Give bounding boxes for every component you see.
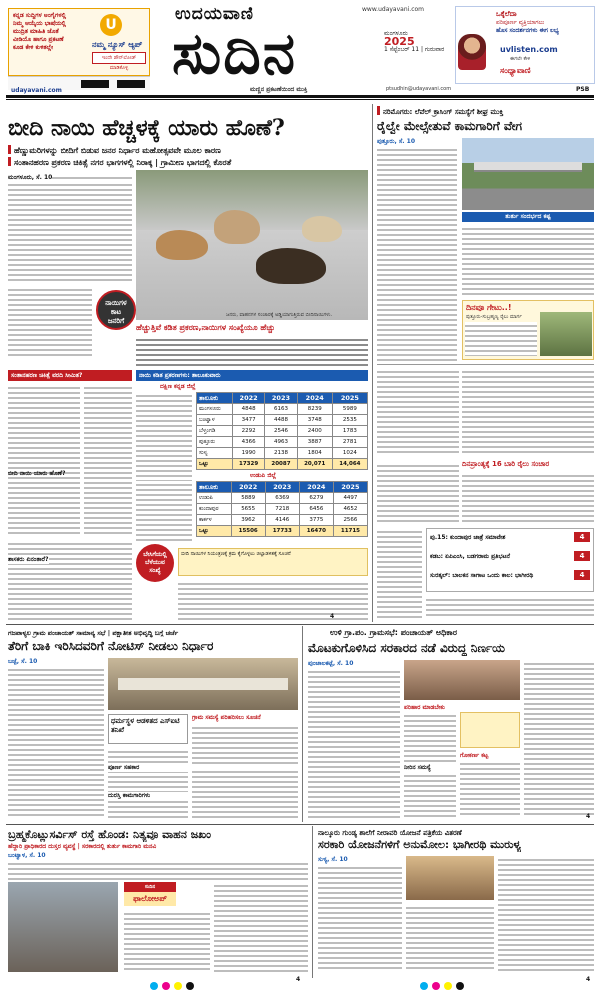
- badge-line: ನಾಯಿಗಳ: [105, 299, 127, 307]
- bottomleft-body: [214, 882, 308, 972]
- midleft-crosshead: ಗ್ರಾಮ ಸಮಸ್ಯೆ ಪರಿಹರಿಸಲು ಸೂಚನೆ: [192, 714, 261, 721]
- table-cell: 20087: [265, 459, 297, 470]
- table-total-row: [197, 526, 368, 537]
- table-cell: 15506: [231, 526, 265, 537]
- table-caption: ಉಡುಪಿ ಜಿಲ್ಲೆ: [250, 472, 277, 479]
- table-caption: ದಕ್ಷಿಣ ಕನ್ನಡ ಜಿಲ್ಲೆ: [160, 383, 196, 390]
- bottomleft-dateline: ಬಂಟ್ವಾಳ, ಸೆ. 10: [8, 852, 46, 859]
- header-cell: ತಾಲೂಕು: [197, 393, 233, 404]
- right-body: [426, 596, 594, 618]
- midleft-headline[interactable]: ತೆರಿಗೆ ಬಾಕಿ ಇರಿಸಿದವರಿಗೆ ನೋಟಿಸ್ ನೀಡಲು ನಿರ್ಧಾರ: [8, 639, 214, 653]
- promo-brand: udayavani.com: [11, 87, 62, 94]
- table-cell: 3887: [297, 437, 332, 448]
- promo-line: ನಿಮ್ಮ ಆಯ್ಕೆಯ ಭಾಷೆಯಲ್ಲಿ: [13, 20, 66, 27]
- dog-figure: [256, 248, 326, 284]
- table-row: [197, 404, 368, 415]
- bottomright-kicker: ನಾಲ್ಕೂರು ಗುಂಡ್ಯ ಶಾಲೆಗೆ ನೀರಾವರಿ ಯೋಜನೆ ಪತ್ರಿಕೆಯ ವಿತರಣೆ: [318, 829, 462, 837]
- table-cell: 2546: [265, 426, 297, 437]
- table-cell: 11715: [333, 526, 367, 537]
- table-cell: 3962: [231, 515, 265, 526]
- table-cell: 4963: [265, 437, 297, 448]
- table-cell: 6456: [299, 504, 333, 515]
- table-row: [197, 493, 368, 504]
- red-badge: [136, 544, 174, 582]
- school-photo[interactable]: [406, 856, 494, 900]
- header-cell: 2022: [232, 393, 264, 404]
- play-store-icon[interactable]: [81, 80, 109, 88]
- app-store-icon[interactable]: [117, 80, 145, 88]
- bottomright-headline[interactable]: ಸರಕಾರಿ ಯೋಜನೆಗಳಿಗೆ ಅನುಮೋಲ: ಭಾಗೀರಥಿ ಮುರುಳ್ಯ: [318, 838, 521, 851]
- dog-figure: [214, 210, 260, 244]
- midright-body: [524, 660, 594, 818]
- table-cell: 8239: [297, 404, 332, 415]
- table-row: [197, 504, 368, 515]
- table-cell: 2022: [231, 482, 265, 493]
- right-body: [462, 472, 594, 524]
- year: 2025: [384, 35, 415, 48]
- table-cell: 2138: [265, 448, 297, 459]
- registration-mark: [420, 982, 428, 990]
- page-mark: 4: [296, 976, 301, 983]
- website-link[interactable]: www.udayavani.com: [362, 6, 425, 13]
- promo-line: ಕನ್ನಡ ಸುದ್ದಿಗಳ ಅಂಗೈಗಳಲ್ಲಿ: [13, 12, 67, 19]
- promo-app-name: ನಮ್ಮ ನ್ಯೂಸ್ ಆ್ಯಪ್: [92, 40, 143, 49]
- table-cell: 6279: [299, 493, 333, 504]
- midleft-body: [108, 748, 188, 818]
- table-row: [197, 437, 368, 448]
- section-rule: [6, 824, 594, 825]
- page-mark: 4: [586, 813, 591, 820]
- kicker-text: ಸಂತಾನಹರಣ ಪ್ರಕರಣ ಚಿಕಿತ್ಸೆ ನಗರ ಭಾಗಗಳಲ್ಲಿ ನಿರಾಕ್ಕ | ಗ್ರಾಮೀಣ ಭಾಗದಲ್ಲಿ ಕೊರತೆ: [14, 158, 232, 167]
- bottomright-body: [498, 856, 594, 972]
- table-cell: ಉಡುಪಿ: [197, 493, 232, 504]
- badge-line: ಸಂಖ್ಯೆ: [149, 567, 161, 574]
- sidebar-body: [465, 322, 537, 356]
- table-cell: 1783: [332, 426, 367, 437]
- midleft-crosshead: ದುರಸ್ತಿ ಕಾಮಗಾರಿಗಳು: [108, 792, 188, 800]
- table-cell: ಸುಳ್ಯ: [197, 448, 233, 459]
- table-cell: 6163: [265, 404, 297, 415]
- table-total-row: [197, 459, 368, 470]
- table-cell: 2025: [333, 482, 367, 493]
- tagline: ಮಣ್ಣಿನ ಪ್ರಕಟಣೆಯಿಂದ ಮುಕ್ತಿ: [250, 86, 308, 93]
- overbridge-photo[interactable]: [462, 138, 594, 210]
- kicker-bar: [8, 157, 11, 166]
- date-box: [384, 30, 450, 86]
- lead-headline[interactable]: ಬೀದಿ ನಾಯಿ ಹೆಚ್ಚಳಕ್ಕೆ ಯಾರು ಹೊಣೆ?: [8, 115, 285, 141]
- index-item[interactable]: ಸುರತ್ಕಲ್: ಬಾಲಕನ ಸಾಗಾಟ ಒಂದು ಕಾಲ: ಭಾಗೀರಥಿ: [430, 572, 534, 579]
- lead-body: [8, 181, 132, 281]
- midleft-body: [192, 724, 298, 764]
- promo-line: ಮುದ್ರಿತ ಮಾಹಿತಿ ಜೊತೆ: [13, 28, 59, 35]
- table-cell: 3477: [232, 415, 264, 426]
- lead-kicker: [8, 145, 368, 156]
- right-body: [377, 462, 459, 524]
- table-cell: 16470: [299, 526, 333, 537]
- sidebar-photo[interactable]: [540, 312, 592, 356]
- registration-mark: [162, 982, 170, 990]
- sidebar-sub: ಪುತ್ತೂರು-ಸುಬ್ರಹ್ಮಣ್ಯ ರೈಲು ಮಾರ್ಗ: [466, 314, 522, 320]
- section-rule: [6, 624, 594, 625]
- table-cell: 4652: [333, 504, 367, 515]
- table-cell: 1024: [332, 448, 367, 459]
- lead-body: [8, 286, 92, 356]
- edition: ಮಂಗಳೂರು: [384, 30, 408, 37]
- promo-right-line: ಒಕ್ಕೆಲೆದಾ: [496, 10, 517, 18]
- lead-body: [8, 384, 80, 534]
- table-cell: 1990: [232, 448, 264, 459]
- index-arrow-icon[interactable]: 4: [574, 551, 590, 561]
- right-body: [377, 146, 457, 361]
- photo-caption: ಜನರು, ವಾಹನಗಳ ಸಂಚಾರಕ್ಕೆ ಅಡ್ಡಿಯಾಗುತ್ತಿರುವ ಬೀದಿನಾಯಿಗಳು.: [226, 312, 333, 318]
- column-rule: [372, 104, 373, 622]
- meeting-table: [118, 678, 288, 690]
- paper-name: ಉದಯವಾಣಿ: [175, 4, 254, 24]
- sidebar-title: ದಿನವೂ ಗೇಟು..!: [466, 303, 512, 312]
- table-cell: 2400: [297, 426, 332, 437]
- lead-badge: [96, 290, 136, 330]
- promo-brand-bar[interactable]: [8, 76, 150, 94]
- dog-figure: [302, 216, 342, 242]
- bottomleft-body: [124, 910, 210, 972]
- table-cell: ಕುಂದಾಪುರ: [197, 504, 232, 515]
- lead-photo[interactable]: [136, 170, 368, 320]
- midleft-body: [192, 768, 298, 818]
- table-cell: 3775: [299, 515, 333, 526]
- lead-body: [8, 540, 132, 620]
- table-row: [197, 515, 368, 526]
- table-cell: 2566: [333, 515, 367, 526]
- badge-line: ಜನರಿಗೆ: [107, 317, 125, 325]
- registration-mark: [444, 982, 452, 990]
- badge-line: ಕಾಟ: [110, 308, 122, 316]
- masthead-rule: [6, 99, 594, 100]
- table-cell: ಬೆಳ್ತಂಗಡಿ: [197, 426, 233, 437]
- midright-body: [308, 668, 400, 818]
- right-kicker: [377, 106, 594, 117]
- table-cell: 4497: [333, 493, 367, 504]
- right-headline[interactable]: ರೈಲ್ವೇ ಮೇಲ್ಸೇತುವೆ ಕಾಮಗಾರಿಗೆ ವೇಗ: [377, 119, 523, 133]
- table-cell: 6369: [265, 493, 299, 504]
- email[interactable]: ptsudhin@udayavani.com: [386, 86, 452, 92]
- lead-body: [84, 384, 132, 534]
- column-rule: [302, 626, 303, 822]
- midright-kicker: ಉಳಿ ಗ್ರಾ.ಪಂ. ಗ್ರಾಮಸಭೆ: ಪಂಚಾಯತ್ ಅಧಿಕಾರ: [330, 628, 457, 637]
- table-cell: 7218: [265, 504, 299, 515]
- table-cell: 5889: [231, 493, 265, 504]
- followup-tag: ಫಾಲೋಅಪ್: [124, 892, 176, 906]
- date: 1 ಸೆಪ್ಟೆಂಬರ್ 11 | ಗುರುವಾರ: [384, 46, 445, 53]
- index-item[interactable]: ಕಡಬ: ಏಪಿಎಂಸಿ, ಬಡಗರಾಮ ಪ್ರತಿಭಟನೆ: [430, 553, 510, 560]
- table-cell: 14,064: [332, 459, 367, 470]
- lead-kicker: [8, 157, 368, 168]
- table-cell: 2535: [332, 415, 367, 426]
- lead-dateline: ಮಂಗಳೂರು, ಸೆ. 10: [8, 174, 53, 181]
- masthead-rule: [6, 95, 594, 98]
- table-cell: 4366: [232, 437, 264, 448]
- right-body: [377, 368, 459, 456]
- psb-mark: PSB: [576, 86, 590, 93]
- udayavani-logo-icon: U: [100, 14, 122, 36]
- right-body: [462, 368, 594, 456]
- kicker-text: ನರಿಮೊಗರು: ಲೆವೆಲ್ ಕ್ರಾಸಿಂಗ್ ಸಮಸ್ಯೆಗೆ ಶೀಘ್ರ ಮುಕ್ತಿ: [383, 108, 504, 116]
- registration-mark: [174, 982, 182, 990]
- index-arrow-icon[interactable]: 4: [574, 532, 590, 542]
- table-cell: ಕಾರ್ಕಳ: [197, 515, 232, 526]
- table-cell: 1804: [297, 448, 332, 459]
- header-cell: 2025: [332, 393, 367, 404]
- bottomleft-headline[interactable]: ಬ್ರಹ್ಮಕೊಟ್ಲುಸರ್ವಿಸ್ ರಸ್ತೆ ಹೊಂಡ: ನಿತ್ಯವೂ ವಾಹನ ಜಖಂ: [8, 828, 211, 841]
- lead-body: [52, 174, 132, 180]
- midleft-body: [8, 666, 104, 818]
- page-mark: 4: [586, 976, 591, 983]
- midright-side-box: [460, 712, 520, 748]
- registration-mark: [150, 982, 158, 990]
- crosshead: ಬೀದಿ ನಾಯಿ ಯಾರು ಹೊಣೆ?: [8, 470, 66, 477]
- midleft-kicker: ಗಜಪಾಳ್ಯಲ ಗ್ರಾಮ ಪಂಚಾಯತ್ ಸಾಮಾನ್ಯ ಸಭೆ | ಪಕ್ಷಾತೀತ ಅಭಿವೃದ್ಧಿ ಬಗ್ಗೆ ಚರ್ಚೆ: [8, 629, 179, 637]
- footnote-box: ಬೀದಿ ನಾಯಿಗಳ ನಿಯಂತ್ರಣಕ್ಕೆ ಕ್ರಮ ಕೈಗೊಳ್ಳಲು ಜಿಲ್ಲಾಡಳಿತಕ್ಕೆ ಸೂಚನೆ: [178, 548, 368, 576]
- midleft-crosshead: ಪೂರ್ಣ ಸಹಕಾರ: [108, 764, 188, 772]
- midright-body: [460, 760, 520, 818]
- kicker-bar: [377, 106, 380, 115]
- crosshead: ಶಾಸಕರು ಏನಂತಾರೆ?: [8, 556, 49, 563]
- badge-line: ಬೆಳೆಯುವ: [145, 559, 165, 566]
- table-cell: ಒಟ್ಟು: [197, 459, 233, 470]
- promo-right-show: ಸಂಧ್ಯಾವಾಣಿ: [500, 66, 531, 75]
- bottomleft-sub: ಹೆದ್ದಾರಿ ಪ್ರಾಧಿಕಾರದ ದುಸ್ತರ ವ್ಯವಸ್ಥೆ | ಸರಕಾರದಲ್ಲಿ ತುರ್ತು ಕಾಮಗಾರಿ ಮನವಿ: [8, 843, 157, 850]
- bottomright-body: [318, 864, 402, 972]
- header-cell: 2023: [265, 393, 297, 404]
- bottomright-body: [406, 904, 494, 972]
- table-cell: 2781: [332, 437, 367, 448]
- table-header: [197, 482, 368, 493]
- table-cell: 17733: [265, 526, 299, 537]
- midright-crosshead: ನೀರಿನ ಸಮಸ್ಯೆ: [404, 764, 456, 772]
- registration-mark: [186, 982, 194, 990]
- table-cell: ಒಟ್ಟು: [197, 526, 232, 537]
- bottomleft-body: [8, 860, 308, 880]
- table-cell: ಪುತ್ತೂರು: [197, 437, 233, 448]
- road-photo[interactable]: [8, 882, 118, 972]
- uvlisten-brand[interactable]: uvlisten.com: [500, 45, 558, 54]
- midright-dateline: ಪುಂಜಾಲಕಟ್ಟೆ, ಸೆ. 10: [308, 660, 354, 667]
- inside-head: ದಿನಪ್ರಾಂತ್ಯಕ್ಕೆ 16 ಬಾರಿ ರೈಲು ಸಂಚಾರ: [462, 460, 550, 468]
- table-cell: 17329: [232, 459, 264, 470]
- table-cell: 3748: [297, 415, 332, 426]
- table-cell: 5655: [231, 504, 265, 515]
- table-cell: 4848: [232, 404, 264, 415]
- kicker-text: ಹೆಣ್ಣುಮರಿಗಳನ್ನು ಬೀದಿಗೆ ಬಿಡುವ ಜನರ ನಿರ್ಧಾರ ಮಹೋತ್ಸವವೇ ಮೂಲ ಕಾರಣ: [14, 146, 221, 155]
- promo-line: ಕೂಡ ಕೇಳಿ ಕುಳಿತಲ್ಲೇ: [13, 44, 54, 51]
- right-box-body: [462, 225, 594, 295]
- meeting-photo[interactable]: [108, 658, 298, 710]
- table-cell: 2023: [265, 482, 299, 493]
- presenter-photo: [458, 34, 486, 70]
- table-cell: 4146: [265, 515, 299, 526]
- midleft-box: ಧರ್ಮಸ್ಥಳ ಆಡಳಿತದ ಎಸ್‌ಐಟಿ ತನಿಖೆ: [108, 714, 188, 744]
- followup-tag-top: ಸುದಿನ: [124, 882, 176, 892]
- bite-table-udupi: [196, 481, 368, 537]
- bottomright-dateline: ಸುಳ್ಯ, ಸೆ. 10: [318, 856, 348, 863]
- table-label: ನಾಯಿ ಕಡಿತ ಪ್ರಕರಣಗಳು: ತಾಲೂಕುವಾರು: [136, 370, 368, 381]
- midright-crosshead: ಗೋಕರ್ಣ ಕಟ್ಟ: [460, 752, 489, 759]
- dog-figure: [156, 230, 208, 260]
- subhead-body: [136, 336, 368, 366]
- table-cell: 4488: [265, 415, 297, 426]
- promo-right-line: ಹೊಸ ಸಂದರ್ಶನಗಳು ಈಗ ಲಭ್ಯ: [496, 27, 559, 34]
- midright-headline[interactable]: ಮೊಟಕುಗೊಳಿಸಿದ ಸರಕಾರದ ನಡೆ ವಿರುದ್ಧ ನಿರ್ಣಯ: [308, 641, 506, 655]
- lead-body: [178, 580, 368, 620]
- midleft-dateline: ಬಜ್ಪೆ, ಸೆ. 10: [8, 658, 38, 665]
- registration-mark: [456, 982, 464, 990]
- page-title: ಸುದಿನ: [172, 19, 297, 87]
- index-arrow-icon[interactable]: 4: [574, 570, 590, 580]
- divider: [377, 364, 594, 365]
- table-header: [197, 393, 368, 404]
- table-row: [197, 448, 368, 459]
- table-cell: 20,071: [297, 459, 332, 470]
- header-cell: 2024: [297, 393, 332, 404]
- midright-crosshead: ಪರಿಹಾರ ಮಾಡಬೇಕು: [404, 704, 445, 711]
- page-mark: 4: [330, 613, 335, 620]
- right-body: [377, 528, 422, 618]
- box-label: ತುರ್ತು ಸಂದರ್ಭದ ಕಷ್ಟ: [462, 212, 594, 222]
- bridge-shape: [474, 162, 582, 172]
- column-rule: [312, 826, 313, 978]
- table-cell: 5989: [332, 404, 367, 415]
- table-cell: ತಾಲೂಕು: [197, 482, 232, 493]
- promo-right-line: ಪರಿಪೂರ್ಣ ವ್ಯಕ್ತಿಯಾಗಲು: [496, 19, 545, 26]
- table-cell: ಮಂಗಳೂರು: [197, 404, 233, 415]
- table-side-text: [136, 481, 192, 541]
- label-left: ಸಂತಾನಹರಣ ಚಿಕಿತ್ಸೆ ವರದಿ ಸೀಮಿತ?: [8, 370, 132, 381]
- right-dateline: ಪುತ್ತೂರು, ಸೆ. 10: [377, 138, 415, 145]
- table-row: [197, 415, 368, 426]
- table-side-text: [136, 392, 192, 482]
- promo-line: ವೀಡಿಯೊ ಹಾಗೂ ಪ್ರಕಟಣೆ: [13, 36, 64, 43]
- bite-table-dk: [196, 392, 368, 470]
- promo-cta[interactable]: ಇಂದೇ ಡೌನ್‌ಲೋಡ್ ಮಾಡಿಕೊಳ್ಳಿ: [92, 52, 146, 64]
- table-cell: ಬಂಟ್ವಾಳ: [197, 415, 233, 426]
- lead-subhead: ಹೆಚ್ಚುತ್ತಿವೆ ಕಡಿತ ಪ್ರಕರಣ,ನಾಯಿಗಳ ಸಂಖ್ಯೆಯೂ ಹೆಚ್ಚು: [136, 323, 368, 335]
- promo-right-sub: ಈಗಲೇ ಕೇಳಿ: [510, 56, 531, 62]
- kicker-bar: [8, 145, 11, 154]
- index-item[interactable]: ಪು.15: ಕುಂದಾಪುರ ಜಾತ್ರೆ ಸಮಾವೇಶ: [430, 534, 506, 541]
- gramasabha-photo[interactable]: [404, 660, 520, 700]
- registration-mark: [432, 982, 440, 990]
- table-cell: 2024: [299, 482, 333, 493]
- badge-line: ಬೇಸಿಗೆಯಲ್ಲಿ: [143, 551, 167, 558]
- table-row: [197, 426, 368, 437]
- table-cell: 2292: [232, 426, 264, 437]
